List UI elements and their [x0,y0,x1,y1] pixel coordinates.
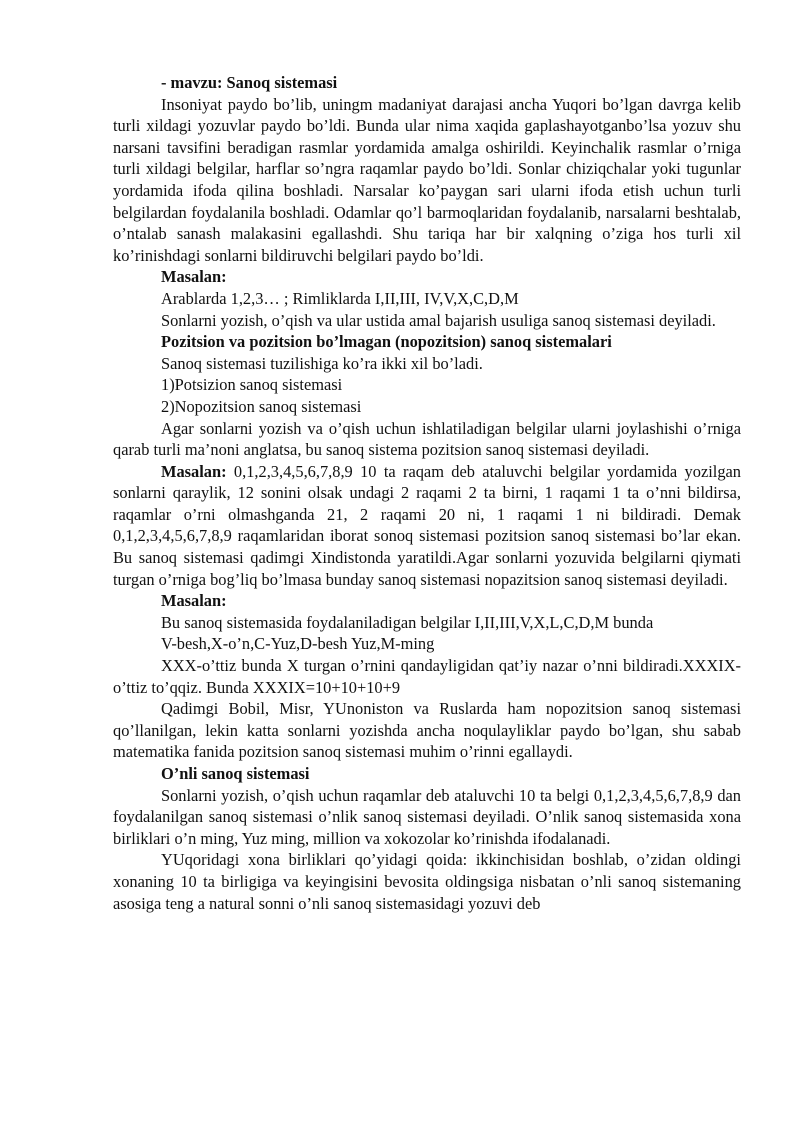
list-item-nonpositional: 2)Nopozitsion sanoq sistemasi [161,396,362,416]
example-label: Masalan: [161,591,227,611]
paragraph-positional-example-text: 0,1,2,3,4,5,6,7,8,9 10 ta raqam deb ataluvchi belgilar yordamida yozilgan sonlarni qaraylik, 12 sonini olsak undagi 2 raqami 2 ta birni, 1 raqami 1 ta o’nni bildirsa, raqamlar o’rni olmashganda 21, 2 raqami 20 ni, 1 raqami 1 ni bildiradi. Demak 0,1,2,3,4,5,6,7,8,9 raqamlaridan iborat sonoq sistemasi pozitsion sanoq sistemasi bo’lar ekan. Bu sanoq sistemasi qadimgi Xindistonda yaratildi.Agar sonlarni yozuvida belgilarni qiymati turgan o’rniga bog’liq bo’lmasa bunday sanoq sistemasi nopazitsion sanoq sistemasi deyiladi. [113,461,741,589]
paragraph-intro: Insoniyat paydo bo’lib, uningm madaniyat darajasi ancha Yuqori bo’lgan davrga kelib turli xildagi yozuvlar paydo bo’ldi. Bunda ular nima xaqida gaplashayotganbo’lsa yozuv shu narsani tavsifini beradigan rasmlar yordamida amalga oshirildi. Keyinchalik rasmlar o’rniga turli xildagi belgilar, harflar so’ngra raqamlar paydo bo’ldi. Sonlar chiziqchalar yoki tugunlar yordamida ifoda qilina boshladi. Narsalar ko’paygan sari ularni ifoda etish uchun turli belgilardan foydalanila boshladi. Odamlar qo’l barmoqlaridan foydalanib, narsalarni beshtalab, o’ntalab sanash malakasini egallashdi. Shu tariqa har bir xalqning o’ziga hos turli xil ko’rinishdagi sonlarni bildiruvchi belgilari paydo bo’ldi. [113,94,741,265]
list-item-positional: 1)Potsizion sanoq sistemasi [161,375,343,395]
paragraph-positional-example [113,461,741,591]
paragraph-roman-example: XXX-o’ttiz bunda X turgan o’rnini qandayligidan qat’iy nazar o’nni bildiradi.XXXIX-o’ttiz to’qqiz. Bunda XXXIX=10+10+10+9 [113,656,741,697]
paragraph-history: Qadimgi Bobil, Misr, YUnoniston va Ruslarda ham nopozitsion sanoq sistemasi qo’llanilgan, lekin katta sonlarni yozishda ancha noqulayliklar paydo bo’lgan, shu sabab matematika fanida pozitsion sanoq sistemasi muhim o’rinni egallaydi. [113,699,741,762]
example-label-inline: Masalan: [161,461,227,481]
paragraph-decimal-definition: Sonlarni yozish, o’qish uchun raqamlar deb ataluvchi 10 ta belgi 0,1,2,3,4,5,6,7,8,9 dan foydalanilgan sanoq sistemasi o’nlik sanoq sistemasi deyiladi. O’nlik sanoq sistemasida xona birliklari o’n ming, Yuz ming, million va xokozolar ko’rinishda ifodalanadi. [113,785,741,848]
example-label: Masalan: [161,267,227,287]
paragraph-roman-values: V-besh,X-o’n,C-Yuz,D-besh Yuz,M-ming [161,634,435,654]
document-page [113,72,741,914]
section-heading-positional: Pozitsion va pozitsion bo’lmagan (nopozitsion) sanoq sistemalari [161,332,612,352]
paragraph-types: Sanoq sistemasi tuzilishiga ko’ra ikki xil bo’ladi. [161,353,483,373]
section-heading-decimal: O’nli sanoq sistemasi [161,764,310,783]
paragraph-definition: Sonlarni yozish, o’qish va ular ustida amal bajarish usuliga sanoq sistemasi deyiladi. [161,310,716,330]
topic-title: - mavzu: Sanoq sistemasi [161,73,338,92]
paragraph-numerals: Arablarda 1,2,3… ; Rimliklarda I,II,III, IV,V,X,C,D,M [161,288,519,308]
paragraph-decimal-rule: YUqoridagi xona birliklari qo’yidagi qoida: ikkinchisidan boshlab, o’zidan oldingi xonaning 10 ta birligiga va keyingisini bevosita oldingsiga nisbatan o’nli sanoq sistemaning asosiga teng a natural sonni o’nli sanoq sistemasidagi yozuvi deb [113,850,741,913]
paragraph-roman-symbols: Bu sanoq sistemasida foydalaniladigan belgilar I,II,III,V,X,L,C,D,M bunda [161,612,654,632]
paragraph-positional-definition: Agar sonlarni yozish va o’qish uchun ishlatiladigan belgilar ularni joylashishi o’rniga qarab turli ma’noni anglatsa, bu sanoq sistema pozitsion sanoq sistemasi deyiladi. [113,418,741,460]
